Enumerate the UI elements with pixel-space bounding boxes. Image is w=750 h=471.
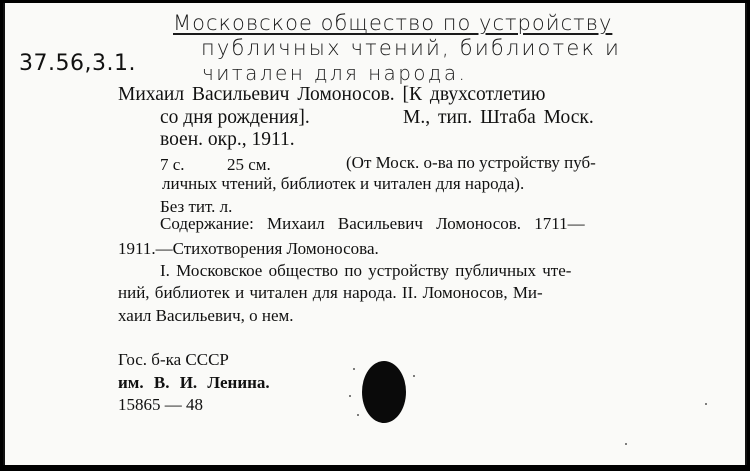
tracing-line1: I. Московское общество по устройству публичных чте-: [160, 261, 572, 280]
imprint-line1: М., тип. Штаба Моск.: [403, 107, 594, 128]
series-note-line1: (От Моск. о-ва по устройству пуб-: [346, 153, 596, 172]
ink-blot: [362, 361, 406, 423]
collation-size: 25 см.: [227, 155, 271, 174]
contents-line2: 1911.—Стихотворения Ломоносова.: [118, 239, 379, 258]
entry-heading-continued: со дня рождения].: [160, 107, 310, 128]
handwritten-heading-line3: читален для народа.: [202, 61, 468, 85]
handwritten-heading-line2: публичных чтений, библиотек и: [201, 36, 622, 60]
series-note-line2: личных чтений, библиотек и читален для народа).: [162, 174, 525, 193]
stamp-accession-number: 15865 — 48: [118, 395, 203, 414]
handwritten-heading-line1: Московское общество по устройству: [173, 11, 613, 35]
entry-heading: Михаил Васильевич Ломоносов. [К двухсотлетию: [118, 84, 546, 105]
contents-line1: Содержание: Михаил Васильевич Ломоносов. 1711—: [160, 214, 585, 233]
imprint-line2: воен. окр., 1911.: [160, 129, 295, 150]
stamp-library-line1: Гос. б-ка СССР: [118, 350, 229, 369]
tracing-line2: ний, библиотек и читален для народа. II. Ломоносов, Ми-: [118, 283, 543, 302]
shelfmark: 37.56,3.1.: [19, 51, 136, 76]
collation-pages: 7 с.: [160, 155, 185, 174]
stamp-library-line2: им. В. И. Ленина.: [118, 373, 270, 392]
title-note: Без тит. л.: [160, 197, 233, 216]
tracing-line3: хаил Васильевич, о нем.: [118, 306, 294, 325]
catalog-card: [3, 3, 747, 465]
